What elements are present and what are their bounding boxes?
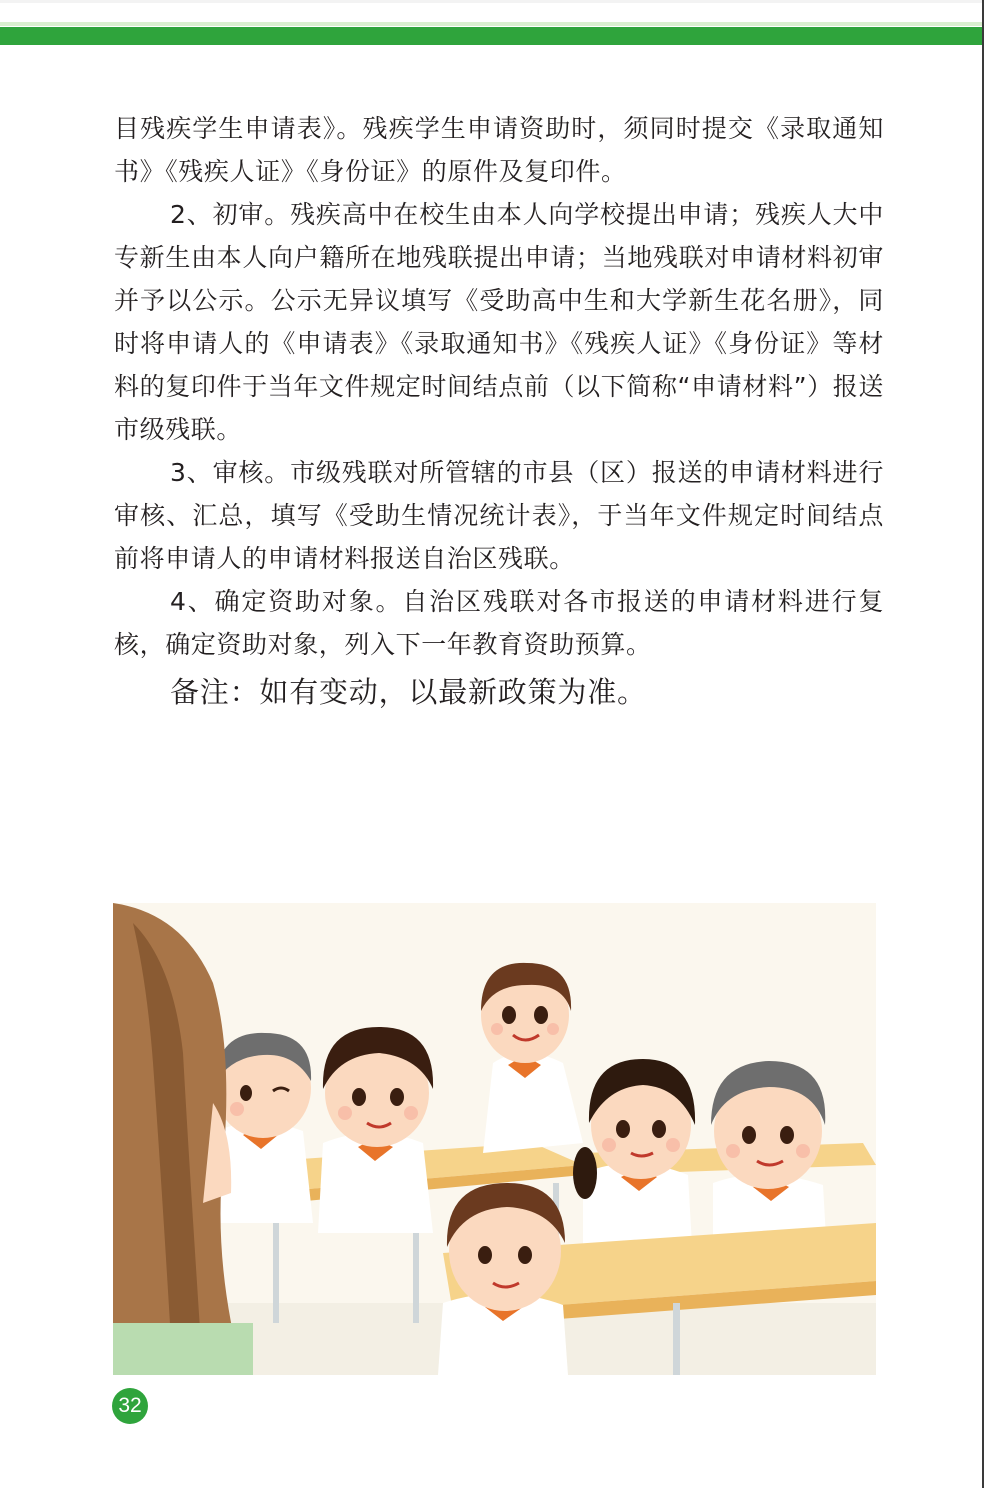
page-top-edge (0, 0, 992, 3)
page-right-edge (982, 0, 992, 1488)
policy-note: 备注：如有变动，以最新政策为准。 (170, 675, 647, 709)
paragraph-initial-review: 2、初审。残疾高中在校生由本人向学校提出申请；残疾人大中专新生由本人向户籍所在地残联提出申请；当地残联对申请材料初审并予以公示。公示无异议填写《受助高中生和大学新生花名册》，同时将申请人的《申请表》《录取通知书》《残疾人证》《身份证》等材料的复印件于当年文件规定时间结点前（以下简称“申请材料”）报送市级残联。 (114, 200, 884, 444)
body-text (114, 107, 884, 714)
page-number-badge: 32 (112, 1388, 148, 1424)
classroom-illustration-svg (113, 903, 876, 1375)
paragraph-audit: 3、审核。市级残联对所管辖的市县（区）报送的申请材料进行审核、汇总，填写《受助生情况统计表》，于当年文件规定时间结点前将申请人的申请材料报送自治区残联。 (114, 458, 884, 573)
classroom-illustration (113, 903, 876, 1375)
paragraph-continuation: 目残疾学生申请表》。残疾学生申请资助时，须同时提交《录取通知书》《残疾人证》《身份证》的原件及复印件。 (114, 114, 884, 186)
boy-front (438, 1183, 568, 1375)
header-green-rule (0, 27, 992, 45)
header-rule-highlight (0, 22, 992, 26)
paragraph-confirm-recipients: 4、确定资助对象。自治区残联对各市报送的申请材料进行复核，确定资助对象，列入下一年教育资助预算。 (114, 587, 884, 659)
